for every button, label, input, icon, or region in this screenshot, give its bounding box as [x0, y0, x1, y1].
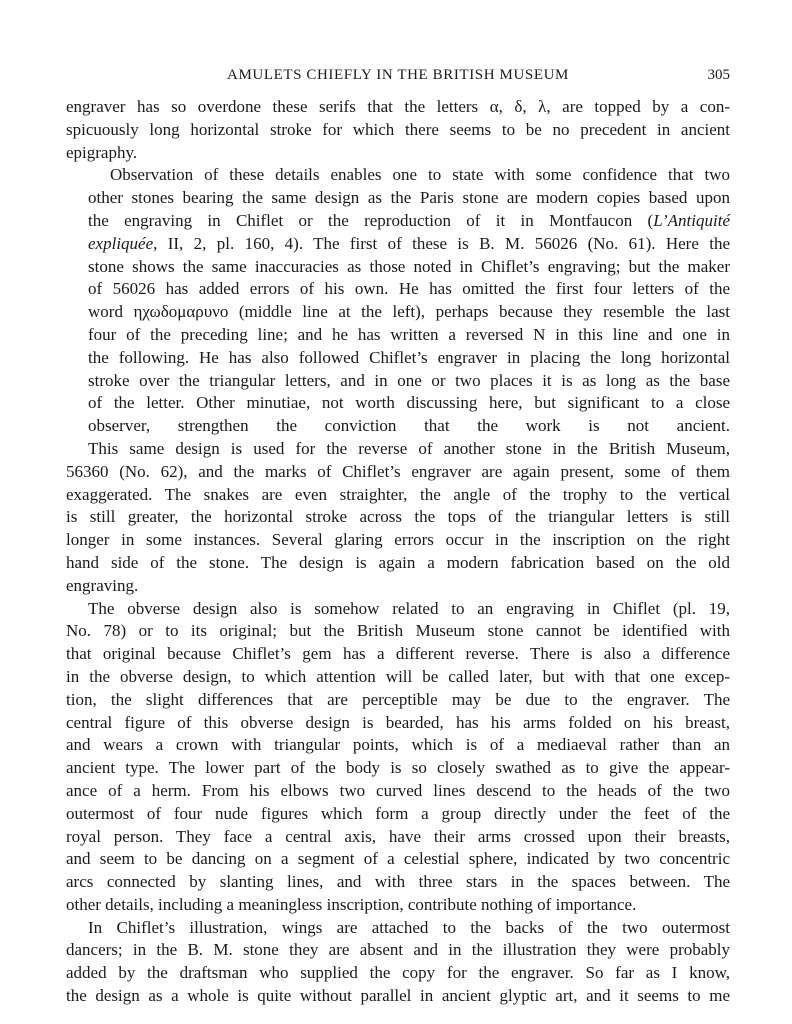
- text-line: the following. He has also followed Chiflet’s engraver in placing the long horizontal: [88, 347, 730, 367]
- text-line: longer in some instances. Several glaring errors occur in the inscription on the right: [66, 530, 730, 550]
- text-line: tion, the slight differences that are perceptible may be due to the engraver. The: [66, 689, 730, 709]
- text-line: other details, including a meaningless inscription, contribute nothing of importance.: [66, 894, 637, 914]
- text-line: four of the preceding line; and he has written a reversed N in this line and one in: [88, 324, 730, 344]
- paragraph-3: [66, 438, 730, 598]
- text-line: stroke over the triangular letters, and in one or two places it is as long as the base: [88, 370, 730, 390]
- running-title: AMULETS CHIEFLY IN THE BRITISH MUSEUM: [227, 67, 569, 83]
- text-line: and seem to be dancing on a segment of a celestial sphere, indicated by two concentric: [66, 849, 730, 869]
- text-fragment: the engraving in Chiflet or the reproduction of it in Montfaucon (: [88, 210, 654, 230]
- italic-title: L’Antiquité: [653, 210, 730, 230]
- text-line: Observation of these details enables one to state with some confidence that two: [110, 165, 730, 185]
- text-line: In Chiflet’s illustration, wings are attached to the backs of the two outermost: [88, 917, 730, 937]
- text-line: of the letter. Other minutiae, not worth discussing here, but significant to a close: [88, 393, 730, 413]
- text-line: in the obverse design, to which attention will be called later, but with that one excep-: [66, 666, 730, 686]
- text-line: exaggerated. The snakes are even straighter, the angle of the trophy to the vertical: [66, 484, 730, 504]
- text-line: word ηχωδομαρυνο (middle line at the left), perhaps because they resemble the last: [88, 302, 730, 322]
- text-line: and wears a crown with triangular points, which is of a mediaeval rather than an: [66, 735, 730, 755]
- text-line: observer, strengthen the conviction that the work is not ancient.: [88, 416, 730, 436]
- paragraph-5: [66, 917, 730, 1008]
- text-line: [66, 210, 730, 233]
- text-line: of 56026 has added errors of his own. He has omitted the first four letters of the: [88, 279, 730, 299]
- text-line: The obverse design also is somehow related to an engraving in Chiflet (pl. 19,: [88, 598, 730, 618]
- text-line: other stones bearing the same design as the Paris stone are modern copies based upon: [88, 188, 730, 208]
- text-line: added by the draftsman who supplied the copy for the engraver. So far as I know,: [66, 963, 730, 983]
- paragraph-4: [66, 598, 730, 917]
- text-line: engraver has so overdone these serifs that the letters α, δ, λ, are topped by a con-: [66, 97, 730, 116]
- text-line: that original because Chiflet’s gem has a different reverse. There is also a difference: [66, 644, 730, 664]
- italic-title: expliquée: [88, 233, 154, 253]
- text-line: This same design is used for the reverse of another stone in the British Museum,: [88, 438, 730, 458]
- text-line: ance of a herm. From his elbows two curved lines descend to the heads of the two: [66, 780, 730, 800]
- text-line: engraving.: [66, 575, 139, 595]
- text-line: royal person. They face a central axis, have their arms crossed upon their breasts,: [66, 826, 730, 846]
- text-line: is still greater, the horizontal stroke across the tops of the triangular letters is still: [66, 507, 730, 527]
- page-number: 305: [707, 67, 730, 83]
- text-line: ancient type. The lower part of the body is so closely swathed as to give the appear-: [66, 758, 730, 778]
- text-line: [66, 233, 730, 256]
- text-line: spicuously long horizontal stroke for which there seems to be no precedent in ancient: [66, 119, 730, 139]
- document-page: [66, 64, 730, 1008]
- text-line: the design as a whole is quite without parallel in ancient glyptic art, and it seems to me: [66, 986, 730, 1006]
- text-line: epigraphy.: [66, 142, 138, 162]
- paragraph-2: [66, 164, 730, 438]
- text-line: central figure of this obverse design is bearded, has his arms folded on his breast,: [66, 712, 730, 732]
- text-line: No. 78) or to its original; but the British Museum stone cannot be identified with: [66, 621, 730, 641]
- text-line: arcs connected by slanting lines, and with three stars in the spaces between. The: [66, 872, 730, 892]
- text-line: outermost of four nude figures which form a group directly under the feet of the: [66, 803, 730, 823]
- text-line: stone shows the same inaccuracies as those noted in Chiflet’s engraving; but the maker: [88, 256, 730, 276]
- text-line: dancers; in the B. M. stone they are absent and in the illustration they were probably: [66, 940, 730, 960]
- paragraph-1: [66, 96, 730, 164]
- page-header: [66, 64, 730, 88]
- text-line: hand side of the stone. The design is again a modern fabrication based on the old: [66, 552, 730, 572]
- text-line: 56360 (No. 62), and the marks of Chiflet’s engraver are again present, some of them: [66, 461, 730, 481]
- text-fragment: , II, 2, pl. 160, 4). The first of these is B. M. 56026 (No. 61). Here the: [153, 233, 730, 253]
